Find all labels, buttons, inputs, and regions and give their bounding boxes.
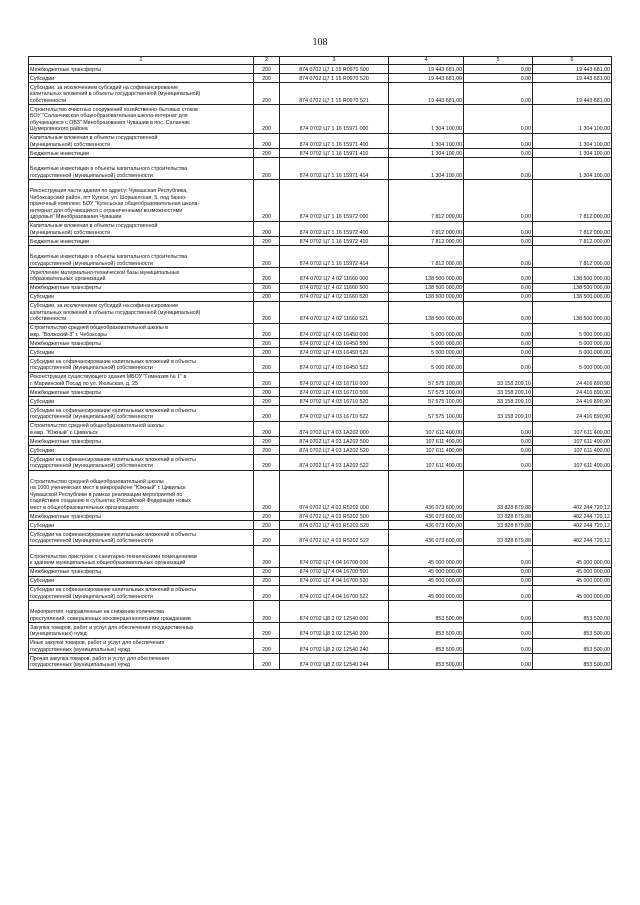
- row-amount-cell: 853 500,00: [533, 601, 612, 623]
- row-code-cell: 200: [254, 74, 280, 83]
- row-name-cell: Укрепление материально-технической базы муниципальных образовательных организаций: [29, 268, 254, 284]
- table-row: [29, 301, 612, 323]
- row-name-cell: Бюджетные инвестиции: [29, 149, 254, 158]
- row-name-cell: Капитальные вложения в объекты государственной (муниципальной) собственности: [29, 221, 254, 237]
- row-amount-cell: 0,00: [464, 133, 533, 149]
- row-classification-cell: 874 0702 Ц7 4 02 11660 500: [280, 283, 389, 292]
- row-amount-cell: 0,00: [464, 357, 533, 373]
- row-amount-cell: 5 000 000,00: [533, 323, 612, 339]
- row-classification-cell: 874 0702 Ц7 1 16 15971 400: [280, 133, 389, 149]
- table-row: [29, 576, 612, 585]
- table-row: [29, 149, 612, 158]
- row-code-cell: 200: [254, 372, 280, 388]
- row-code-cell: 200: [254, 357, 280, 373]
- row-amount-cell: 7 812 000,00: [533, 237, 612, 246]
- row-name-cell: Межбюджетные трансферты: [29, 339, 254, 348]
- table-row: [29, 74, 612, 83]
- row-amount-cell: 0,00: [464, 437, 533, 446]
- row-name-cell: Строительство средней общеобразовательной школы в мкр. "Южный" г. Цивильск: [29, 421, 254, 437]
- row-amount-cell: 0,00: [464, 455, 533, 471]
- row-name-cell: Межбюджетные трансферты: [29, 437, 254, 446]
- row-name-cell: Капитальные вложения в объекты государственной (муниципальной) собственности: [29, 133, 254, 149]
- row-amount-cell: 0,00: [464, 323, 533, 339]
- table-row: [29, 470, 612, 512]
- row-amount-cell: 0,00: [464, 283, 533, 292]
- row-amount-cell: 24 416 890,90: [533, 388, 612, 397]
- row-amount-cell: 436 073 600,00: [389, 512, 464, 521]
- row-amount-cell: 7 812 000,00: [533, 180, 612, 222]
- row-amount-cell: 138 500 000,00: [533, 283, 612, 292]
- table-row: [29, 623, 612, 639]
- row-code-cell: 200: [254, 221, 280, 237]
- row-classification-cell: 874 0702 Ц8 2 02 12540 200: [280, 623, 389, 639]
- row-code-cell: 200: [254, 348, 280, 357]
- row-classification-cell: 874 0702 Ц7 1 16 15972 000: [280, 180, 389, 222]
- row-amount-cell: 45 000 000,00: [389, 576, 464, 585]
- row-amount-cell: 5 000 000,00: [389, 323, 464, 339]
- column-header: 6: [533, 57, 612, 65]
- row-code-cell: 200: [254, 388, 280, 397]
- row-amount-cell: 853 500,00: [389, 623, 464, 639]
- row-amount-cell: 0,00: [464, 585, 533, 601]
- row-amount-cell: 5 000 000,00: [389, 357, 464, 373]
- row-amount-cell: 0,00: [464, 301, 533, 323]
- row-amount-cell: 853 500,00: [389, 654, 464, 670]
- table-row: [29, 237, 612, 246]
- row-code-cell: 200: [254, 268, 280, 284]
- row-amount-cell: 5 000 000,00: [533, 348, 612, 357]
- table-row: [29, 83, 612, 105]
- row-classification-cell: 874 0702 Ц7 4 04 16700 522: [280, 585, 389, 601]
- row-amount-cell: 33 828 879,88: [464, 470, 533, 512]
- row-name-cell: Межбюджетные трансферты: [29, 388, 254, 397]
- row-amount-cell: 0,00: [464, 446, 533, 455]
- row-name-cell: Субсидии на софинансирование капитальных вложений в объекты государственной (муниципальной) собственности: [29, 455, 254, 471]
- column-header: 4: [389, 57, 464, 65]
- row-amount-cell: 45 000 000,00: [533, 567, 612, 576]
- table-row: [29, 406, 612, 422]
- row-name-cell: Субсидии: [29, 397, 254, 406]
- row-code-cell: 200: [254, 585, 280, 601]
- row-name-cell: Субсидии: [29, 521, 254, 530]
- row-amount-cell: 0,00: [464, 83, 533, 105]
- table-row: [29, 601, 612, 623]
- row-name-cell: Субсидии: [29, 292, 254, 301]
- row-amount-cell: 24 416 890,90: [533, 406, 612, 422]
- row-amount-cell: 0,00: [464, 105, 533, 134]
- row-classification-cell: 874 0702 Ц7 4 03 1A202 520: [280, 446, 389, 455]
- row-name-cell: Субсидии: [29, 446, 254, 455]
- row-name-cell: Субсидии на софинансирование капитальных вложений в объекты государственной (муниципальной) собственности: [29, 585, 254, 601]
- row-amount-cell: 19 443 681,00: [533, 74, 612, 83]
- row-amount-cell: 0,00: [464, 158, 533, 180]
- row-amount-cell: 19 443 681,00: [389, 65, 464, 74]
- row-amount-cell: 138 500 000,00: [533, 268, 612, 284]
- row-name-cell: Субсидии на софинансирование капитальных вложений в объекты государственной (муниципальной) собственности: [29, 406, 254, 422]
- row-amount-cell: 0,00: [464, 268, 533, 284]
- row-classification-cell: 874 0702 Ц7 1 16 15971 410: [280, 149, 389, 158]
- table-row: [29, 638, 612, 654]
- row-amount-cell: 45 000 000,00: [533, 585, 612, 601]
- row-name-cell: Иные закупки товаров, работ и услуг для обеспечения государственных (муниципальных) нужд: [29, 638, 254, 654]
- row-classification-cell: 874 0702 Ц7 1 16 15972 410: [280, 237, 389, 246]
- row-classification-cell: 874 0702 Ц7 4 02 11660 521: [280, 301, 389, 323]
- column-header: 1: [29, 57, 254, 65]
- row-code-cell: 200: [254, 421, 280, 437]
- row-name-cell: Реконструкция части здания по адресу: Чувашская Республика, Чебоксарский район, пгт Кугеси, ул. Шоршелская, 5, под банно- прачечный комплекс БОУ "Кугесьская общеобразовательная школа- интернат для обучающихся с ограниченными возможностями здоровья" Минобразования Чувашии: [29, 180, 254, 222]
- table-row: [29, 521, 612, 530]
- row-amount-cell: 7 812 000,00: [533, 246, 612, 268]
- row-code-cell: 200: [254, 446, 280, 455]
- row-amount-cell: 24 416 890,90: [533, 372, 612, 388]
- row-amount-cell: 57 575 100,00: [389, 388, 464, 397]
- row-amount-cell: 138 500 000,00: [389, 301, 464, 323]
- row-amount-cell: 7 812 000,00: [389, 180, 464, 222]
- row-amount-cell: 138 500 000,00: [533, 301, 612, 323]
- row-code-cell: 200: [254, 576, 280, 585]
- table-row: [29, 339, 612, 348]
- row-code-cell: 200: [254, 545, 280, 567]
- row-amount-cell: 402 244 720,12: [533, 470, 612, 512]
- row-code-cell: 200: [254, 158, 280, 180]
- row-amount-cell: 853 500,00: [533, 654, 612, 670]
- table-row: [29, 372, 612, 388]
- row-amount-cell: 138 500 000,00: [389, 292, 464, 301]
- row-amount-cell: 7 812 000,00: [533, 221, 612, 237]
- row-amount-cell: 0,00: [464, 74, 533, 83]
- row-amount-cell: 19 443 681,00: [533, 65, 612, 74]
- row-amount-cell: 5 000 000,00: [389, 348, 464, 357]
- row-code-cell: 200: [254, 567, 280, 576]
- row-classification-cell: 874 0702 Ц7 4 03 16450 000: [280, 323, 389, 339]
- row-amount-cell: 7 812 000,00: [389, 246, 464, 268]
- table-row: [29, 180, 612, 222]
- row-amount-cell: 107 611 400,00: [533, 446, 612, 455]
- row-name-cell: Межбюджетные трансферты: [29, 283, 254, 292]
- row-amount-cell: 0,00: [464, 601, 533, 623]
- table-row: [29, 421, 612, 437]
- row-amount-cell: 0,00: [464, 348, 533, 357]
- row-code-cell: 200: [254, 65, 280, 74]
- table-row: [29, 512, 612, 521]
- row-amount-cell: 853 500,00: [533, 623, 612, 639]
- table-row: [29, 221, 612, 237]
- row-code-cell: 200: [254, 406, 280, 422]
- row-classification-cell: 874 0702 Ц7 1 16 15971 414: [280, 158, 389, 180]
- row-amount-cell: 5 000 000,00: [533, 357, 612, 373]
- row-classification-cell: 874 0702 Ц7 1 15 R0970 521: [280, 83, 389, 105]
- row-amount-cell: 0,00: [464, 623, 533, 639]
- row-amount-cell: 0,00: [464, 246, 533, 268]
- row-classification-cell: 874 0702 Ц7 4 02 11660 520: [280, 292, 389, 301]
- row-amount-cell: 7 812 000,00: [389, 237, 464, 246]
- row-amount-cell: 45 000 000,00: [533, 576, 612, 585]
- row-amount-cell: 1 304 100,00: [389, 149, 464, 158]
- row-amount-cell: 57 575 100,00: [389, 372, 464, 388]
- row-name-cell: Субсидии, за исключением субсидий на софинансирование капитальных вложений в объекты государственной (муниципальной) собственности: [29, 301, 254, 323]
- row-amount-cell: 0,00: [464, 421, 533, 437]
- table-row: [29, 397, 612, 406]
- row-code-cell: 200: [254, 512, 280, 521]
- row-classification-cell: 874 0702 Ц7 4 03 R5202 000: [280, 470, 389, 512]
- row-amount-cell: 19 443 681,00: [533, 83, 612, 105]
- row-classification-cell: 874 0702 Ц8 2 02 12540 240: [280, 638, 389, 654]
- row-classification-cell: 874 0702 Ц7 4 03 R5202 520: [280, 521, 389, 530]
- row-classification-cell: 874 0702 Ц7 4 03 R5202 522: [280, 530, 389, 546]
- row-amount-cell: 853 500,00: [389, 601, 464, 623]
- row-code-cell: 200: [254, 339, 280, 348]
- row-classification-cell: 874 0702 Ц7 4 03 16710 500: [280, 388, 389, 397]
- row-code-cell: 200: [254, 638, 280, 654]
- row-amount-cell: 1 304 100,00: [533, 149, 612, 158]
- row-amount-cell: 1 304 100,00: [533, 105, 612, 134]
- row-classification-cell: 874 0702 Ц7 4 03 1A202 500: [280, 437, 389, 446]
- row-amount-cell: 1 304 100,00: [389, 158, 464, 180]
- row-amount-cell: 1 304 100,00: [533, 133, 612, 149]
- row-amount-cell: 0,00: [464, 237, 533, 246]
- budget-table: [28, 56, 612, 670]
- row-amount-cell: 0,00: [464, 149, 533, 158]
- table-row: [29, 348, 612, 357]
- table-row: [29, 388, 612, 397]
- row-name-cell: Субсидии: [29, 74, 254, 83]
- row-name-cell: Бюджетные инвестиции в объекты капитального строительства государственной (муниципальной) собственности: [29, 158, 254, 180]
- row-amount-cell: 7 812 000,00: [389, 221, 464, 237]
- table-row: [29, 437, 612, 446]
- row-code-cell: 200: [254, 246, 280, 268]
- table-row: [29, 654, 612, 670]
- row-amount-cell: 33 158 209,10: [464, 372, 533, 388]
- row-amount-cell: 0,00: [464, 567, 533, 576]
- table-row: [29, 446, 612, 455]
- table-row: [29, 545, 612, 567]
- row-classification-cell: 874 0702 Ц7 1 16 15971 000: [280, 105, 389, 134]
- row-amount-cell: 0,00: [464, 65, 533, 74]
- row-amount-cell: 107 611 400,00: [533, 437, 612, 446]
- column-header: 3: [280, 57, 389, 65]
- row-code-cell: 200: [254, 530, 280, 546]
- row-name-cell: Строительство пристроек с санитарно-техническими помещениями к зданиям муниципальных общеобразовательных организаций: [29, 545, 254, 567]
- row-code-cell: 200: [254, 470, 280, 512]
- row-classification-cell: 874 0702 Ц7 1 15 R0970 500: [280, 65, 389, 74]
- row-classification-cell: 874 0702 Ц7 4 03 16710 520: [280, 397, 389, 406]
- row-amount-cell: 436 073 600,00: [389, 470, 464, 512]
- row-amount-cell: 436 073 600,00: [389, 521, 464, 530]
- row-amount-cell: 57 575 100,00: [389, 397, 464, 406]
- table-row: [29, 292, 612, 301]
- row-name-cell: Субсидии на софинансирование капитальных вложений в объекты государственной (муниципальной) собственности: [29, 530, 254, 546]
- row-amount-cell: 33 158 209,10: [464, 397, 533, 406]
- row-amount-cell: 853 500,00: [533, 638, 612, 654]
- row-name-cell: Строительство средней общеобразовательной школы в мкр. "Волжский-3" г. Чебоксары: [29, 323, 254, 339]
- row-amount-cell: 45 000 000,00: [389, 585, 464, 601]
- row-amount-cell: 402 244 720,12: [533, 512, 612, 521]
- table-row: [29, 567, 612, 576]
- table-row: [29, 455, 612, 471]
- row-code-cell: 200: [254, 455, 280, 471]
- header-row: [29, 57, 612, 65]
- row-classification-cell: 874 0702 Ц7 4 04 16700 000: [280, 545, 389, 567]
- row-classification-cell: 874 0702 Ц7 4 03 1A202 522: [280, 455, 389, 471]
- row-code-cell: 200: [254, 133, 280, 149]
- row-amount-cell: 33 158 209,10: [464, 406, 533, 422]
- row-name-cell: Строительство средней общеобразовательной школы на 1000 ученических мест в микрорайоне "Южный" г. Цивильск Чувашской Республики в рамках реализации мероприятий по содействию созданию в субъектах Российской Федерации новых мест в общеобразовательных организациях: [29, 470, 254, 512]
- row-amount-cell: 5 000 000,00: [389, 339, 464, 348]
- row-code-cell: 200: [254, 292, 280, 301]
- table-row: [29, 158, 612, 180]
- column-header: 5: [464, 57, 533, 65]
- row-classification-cell: 874 0702 Ц7 4 03 16450 520: [280, 348, 389, 357]
- row-amount-cell: 1 304 100,00: [389, 133, 464, 149]
- row-amount-cell: 33 828 879,88: [464, 512, 533, 521]
- row-amount-cell: 45 000 000,00: [389, 545, 464, 567]
- row-amount-cell: 107 611 400,00: [389, 437, 464, 446]
- row-amount-cell: 138 500 000,00: [389, 268, 464, 284]
- row-amount-cell: 138 500 000,00: [389, 283, 464, 292]
- row-amount-cell: 0,00: [464, 180, 533, 222]
- row-amount-cell: 107 611 400,00: [389, 446, 464, 455]
- row-amount-cell: 45 000 000,00: [389, 567, 464, 576]
- row-code-cell: 200: [254, 180, 280, 222]
- row-amount-cell: 19 443 681,00: [389, 83, 464, 105]
- row-amount-cell: 0,00: [464, 545, 533, 567]
- row-name-cell: Субсидии, за исключением субсидий на софинансирование капитальных вложений в объекты государственной (муниципальной) собственности: [29, 83, 254, 105]
- row-amount-cell: 0,00: [464, 339, 533, 348]
- row-amount-cell: 1 304 100,00: [533, 158, 612, 180]
- row-code-cell: 200: [254, 105, 280, 134]
- row-name-cell: Межбюджетные трансферты: [29, 65, 254, 74]
- row-name-cell: Межбюджетные трансферты: [29, 567, 254, 576]
- row-name-cell: Субсидии на софинансирование капитальных вложений в объекты государственной (муниципальной) собственности: [29, 357, 254, 373]
- table-row: [29, 133, 612, 149]
- row-name-cell: Межбюджетные трансферты: [29, 512, 254, 521]
- row-amount-cell: 5 000 000,00: [533, 339, 612, 348]
- row-amount-cell: 33 828 879,88: [464, 521, 533, 530]
- row-amount-cell: 1 304 100,00: [389, 105, 464, 134]
- row-classification-cell: 874 0702 Ц7 4 03 16710 000: [280, 372, 389, 388]
- row-amount-cell: 402 244 720,12: [533, 530, 612, 546]
- table-row: [29, 357, 612, 373]
- row-name-cell: Субсидии: [29, 576, 254, 585]
- row-name-cell: Мероприятия, направленные на снижение количества преступлений, совершенных несовершеннолетними гражданами: [29, 601, 254, 623]
- row-name-cell: Строительство очистных сооружений хозяйственно-бытовых стоков БОУ "Саланчикская общеобразовательная школа-интернат для обучающихся с ОВЗ" Минобразования Чувашии в пос. Саланчик Шумерлинского района: [29, 105, 254, 134]
- row-classification-cell: 874 0702 Ц7 4 03 16450 500: [280, 339, 389, 348]
- row-classification-cell: 874 0702 Ц7 4 03 16710 522: [280, 406, 389, 422]
- row-classification-cell: 874 0702 Ц7 4 03 16450 522: [280, 357, 389, 373]
- table-row: [29, 246, 612, 268]
- row-amount-cell: 107 611 400,00: [389, 455, 464, 471]
- row-classification-cell: 874 0702 Ц7 4 04 16700 520: [280, 576, 389, 585]
- row-name-cell: Субсидии: [29, 348, 254, 357]
- row-name-cell: Прочая закупка товаров, работ и услуг для обеспечения государственных (муниципальных) нужд: [29, 654, 254, 670]
- row-amount-cell: 0,00: [464, 221, 533, 237]
- row-amount-cell: 107 611 400,00: [533, 421, 612, 437]
- row-classification-cell: 874 0702 Ц7 1 15 R0970 520: [280, 74, 389, 83]
- row-classification-cell: 874 0702 Ц7 4 03 1A202 000: [280, 421, 389, 437]
- row-classification-cell: 874 0702 Ц8 2 02 12540 000: [280, 601, 389, 623]
- row-code-cell: 200: [254, 237, 280, 246]
- row-classification-cell: 874 0702 Ц8 2 02 12540 244: [280, 654, 389, 670]
- page-number: 108: [312, 37, 328, 48]
- row-code-cell: 200: [254, 283, 280, 292]
- row-name-cell: Бюджетные инвестиции: [29, 237, 254, 246]
- row-code-cell: 200: [254, 323, 280, 339]
- row-amount-cell: 24 416 890,90: [533, 397, 612, 406]
- row-name-cell: Бюджетные инвестиции в объекты капитального строительства государственной (муниципальной) собственности: [29, 246, 254, 268]
- row-amount-cell: 57 575 100,00: [389, 406, 464, 422]
- row-amount-cell: 402 244 720,12: [533, 521, 612, 530]
- table-row: [29, 268, 612, 284]
- row-code-cell: 200: [254, 437, 280, 446]
- row-code-cell: 200: [254, 601, 280, 623]
- row-amount-cell: 107 611 400,00: [389, 421, 464, 437]
- row-code-cell: 200: [254, 83, 280, 105]
- row-classification-cell: 874 0702 Ц7 4 04 16700 500: [280, 567, 389, 576]
- row-classification-cell: 874 0702 Ц7 1 16 15972 414: [280, 246, 389, 268]
- table-row: [29, 105, 612, 134]
- row-amount-cell: 0,00: [464, 654, 533, 670]
- row-classification-cell: 874 0702 Ц7 4 02 11660 000: [280, 268, 389, 284]
- row-amount-cell: 436 073 600,00: [389, 530, 464, 546]
- table-row: [29, 65, 612, 74]
- row-name-cell: Закупка товаров, работ и услуг для обеспечения государственных (муниципальных) нужд: [29, 623, 254, 639]
- row-code-cell: 200: [254, 397, 280, 406]
- column-header: 2: [254, 57, 280, 65]
- row-classification-cell: 874 0702 Ц7 1 16 15972 400: [280, 221, 389, 237]
- row-amount-cell: 0,00: [464, 638, 533, 654]
- row-name-cell: Реконструкция существующего здания МБОУ "Гимназия № 1" в г. Мариинский Посад по ул. Июльская, д. 25: [29, 372, 254, 388]
- row-amount-cell: 0,00: [464, 576, 533, 585]
- table-row: [29, 530, 612, 546]
- table-row: [29, 283, 612, 292]
- row-amount-cell: 19 443 681,00: [389, 74, 464, 83]
- row-amount-cell: 107 611 400,00: [533, 455, 612, 471]
- row-classification-cell: 874 0702 Ц7 4 03 R5202 500: [280, 512, 389, 521]
- row-amount-cell: 33 158 209,10: [464, 388, 533, 397]
- row-code-cell: 200: [254, 521, 280, 530]
- row-amount-cell: 853 500,00: [389, 638, 464, 654]
- row-code-cell: 200: [254, 654, 280, 670]
- row-code-cell: 200: [254, 149, 280, 158]
- row-code-cell: 200: [254, 301, 280, 323]
- row-amount-cell: 33 828 879,88: [464, 530, 533, 546]
- row-amount-cell: 45 000 000,00: [533, 545, 612, 567]
- row-amount-cell: 0,00: [464, 292, 533, 301]
- table-row: [29, 585, 612, 601]
- table-row: [29, 323, 612, 339]
- row-amount-cell: 138 500 000,00: [533, 292, 612, 301]
- row-code-cell: 200: [254, 623, 280, 639]
